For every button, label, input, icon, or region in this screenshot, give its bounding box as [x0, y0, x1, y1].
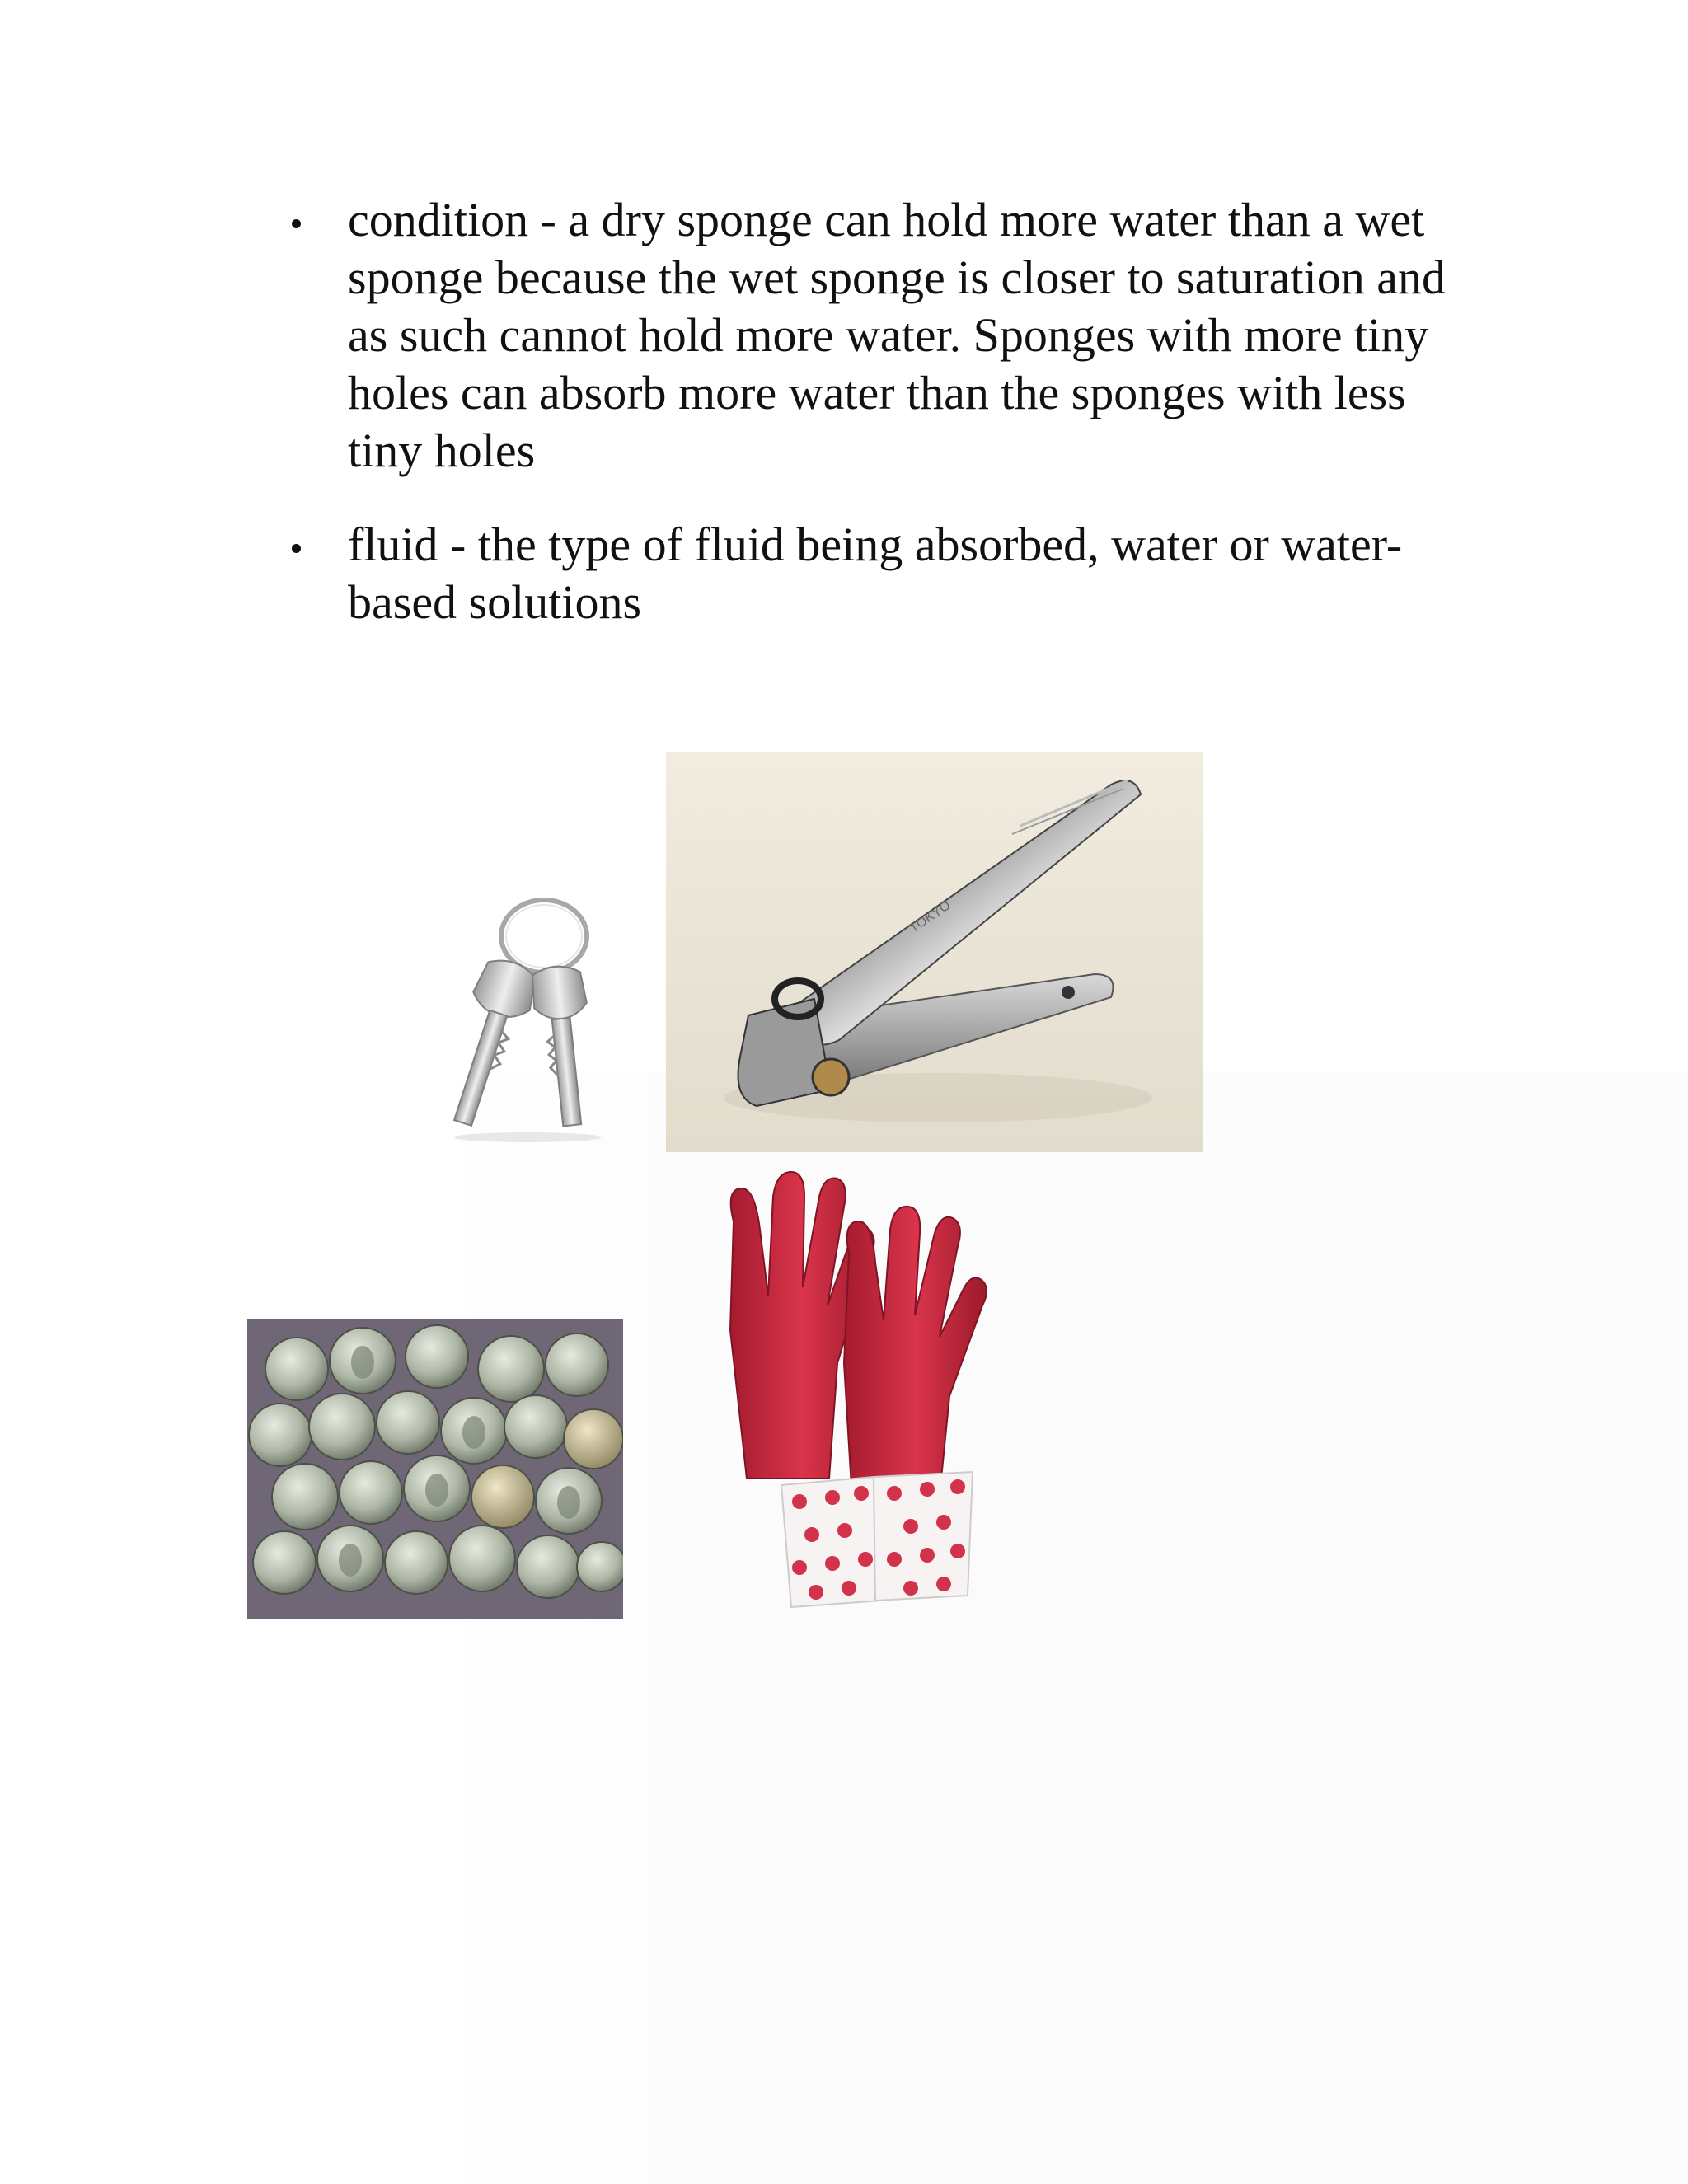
nail-clipper-photo	[666, 752, 1203, 1152]
coins-photo	[247, 1319, 623, 1619]
bullet-text: condition - a dry sponge can hold more water than a wet sponge because the wet sponge is closer to saturation and as such cannot hold more water. Sponges with more tiny holes can absorb more water than the sponges with less tiny holes	[348, 193, 1447, 477]
bullet-text: fluid - the type of fluid being absorbed, water or water-based solutions	[348, 518, 1403, 629]
bullet-item-fluid	[280, 516, 1451, 631]
keys-icon	[420, 890, 635, 1146]
bullet-dot-icon	[292, 544, 301, 553]
bullet-item-condition	[280, 191, 1451, 480]
rubber-gloves-photo	[717, 1164, 1014, 1609]
rubber-gloves-icon	[717, 1164, 1014, 1609]
page-background-shade	[429, 1071, 1688, 2184]
keys-photo	[420, 890, 635, 1146]
bullet-dot-icon	[292, 219, 301, 228]
nail-clipper-icon	[666, 752, 1203, 1152]
coins-icon	[247, 1319, 623, 1619]
clipper-engraving: TOKYO	[907, 898, 954, 936]
bullet-list	[280, 191, 1451, 668]
